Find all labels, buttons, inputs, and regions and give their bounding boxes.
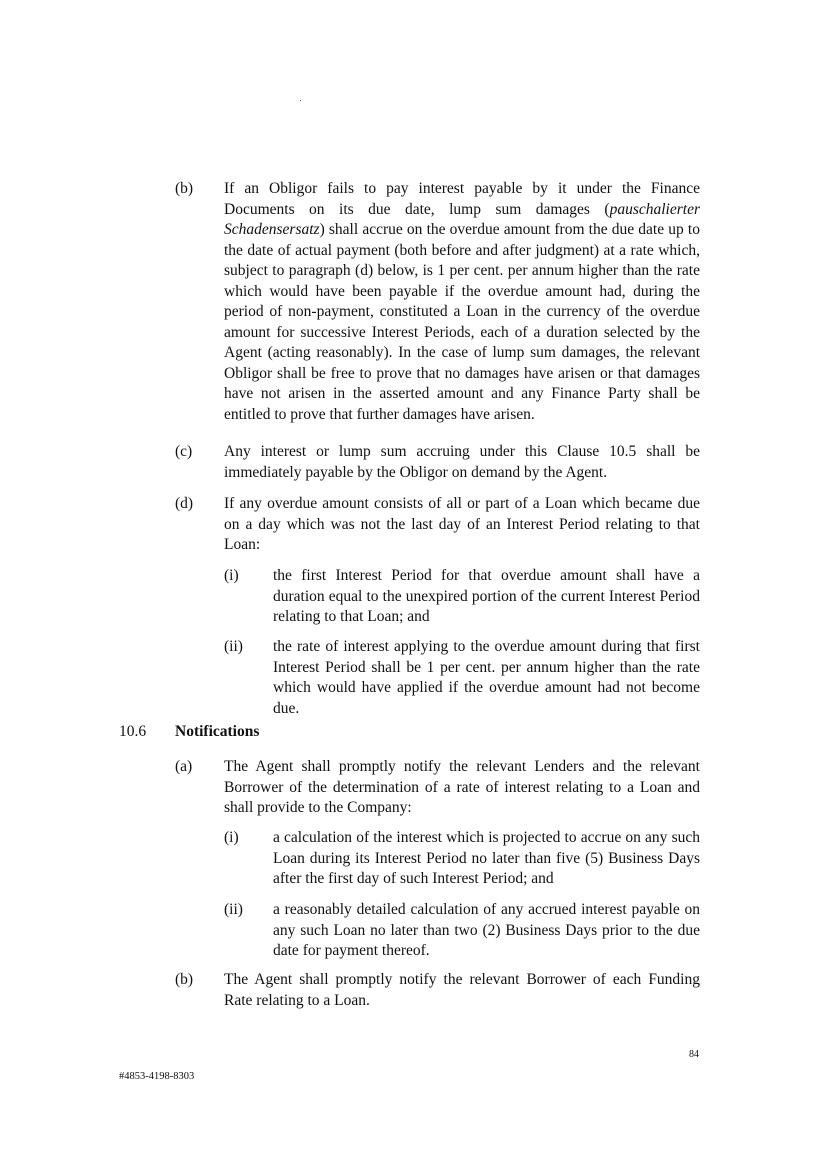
sub-clause-text: a reasonably detailed calculation of any accrued interest payable on any such Loan no later than two (2) Business Days prior to the due date for payment thereof. xyxy=(273,901,700,959)
sub-clause-text: a calculation of the interest which is projected to accrue on any such Loan during its Interest Period no later than five (5) Business Days after the first day of such Interest Period; and xyxy=(273,829,700,887)
page-number: 84 xyxy=(689,1049,699,1060)
clause-text: If an Obligor fails to pay interest payable by it under the Finance Documents on its due date, lump sum damages (pauschalierter Schadensersatz) shall accrue on the overdue amount from the due date up to the date of actual payment (both before and after judgment) at a rate which, subject to paragraph (d) below, is 1 per cent. per annum higher than the rate which would have been payable if the overdue amount had, during the period of non-payment, constituted a Loan in the currency of the overdue amount for successive Interest Periods, each of a duration selected by the Agent (acting reasonably). In the case of lump sum damages, the relevant Obligor shall be free to prove that no damages have arisen or that damages have not arisen in the asserted amount and any Finance Party shall be entitled to prove that further damages have arisen. xyxy=(224,180,700,423)
clause-text: If any overdue amount consists of all or part of a Loan which became due on a day which was not the last day of an Interest Period relating to that Loan: xyxy=(224,495,700,553)
clause-label: (d) xyxy=(175,495,194,512)
clause-label: (b) xyxy=(175,971,194,988)
document-reference: #4853-4198-8303 xyxy=(119,1071,195,1082)
sub-clause-label: (i) xyxy=(224,829,239,846)
section-number: 10.6 xyxy=(119,723,147,740)
sub-clause-text: the rate of interest applying to the overdue amount during that first Interest Period shall be 1 per cent. per annum higher than the rate which would have applied if the overdue amount had not become due. xyxy=(273,638,700,717)
sub-clause-text: the first Interest Period for that overdue amount shall have a duration equal to the unexpired portion of the current Interest Period relating to that Loan; and xyxy=(273,567,700,625)
sub-clause-label: (ii) xyxy=(224,638,243,655)
stray-mark xyxy=(300,100,301,101)
clause-text: The Agent shall promptly notify the relevant Lenders and the relevant Borrower of the determination of a rate of interest relating to a Loan and shall provide to the Company: xyxy=(224,758,700,816)
clause-label: (b) xyxy=(175,180,194,197)
sub-clause-label: (i) xyxy=(224,567,239,584)
sub-clause-label: (ii) xyxy=(224,901,243,918)
clause-text: Any interest or lump sum accruing under this Clause 10.5 shall be immediately payable by the Obligor on demand by the Agent. xyxy=(224,443,700,481)
german-term: pauschalierter Schadensersatz xyxy=(224,200,700,238)
clause-label: (c) xyxy=(175,443,193,460)
section-title: Notifications xyxy=(175,723,260,740)
clause-label: (a) xyxy=(175,758,193,775)
clause-text: The Agent shall promptly notify the relevant Borrower of each Funding Rate relating to a Loan. xyxy=(224,971,700,1009)
